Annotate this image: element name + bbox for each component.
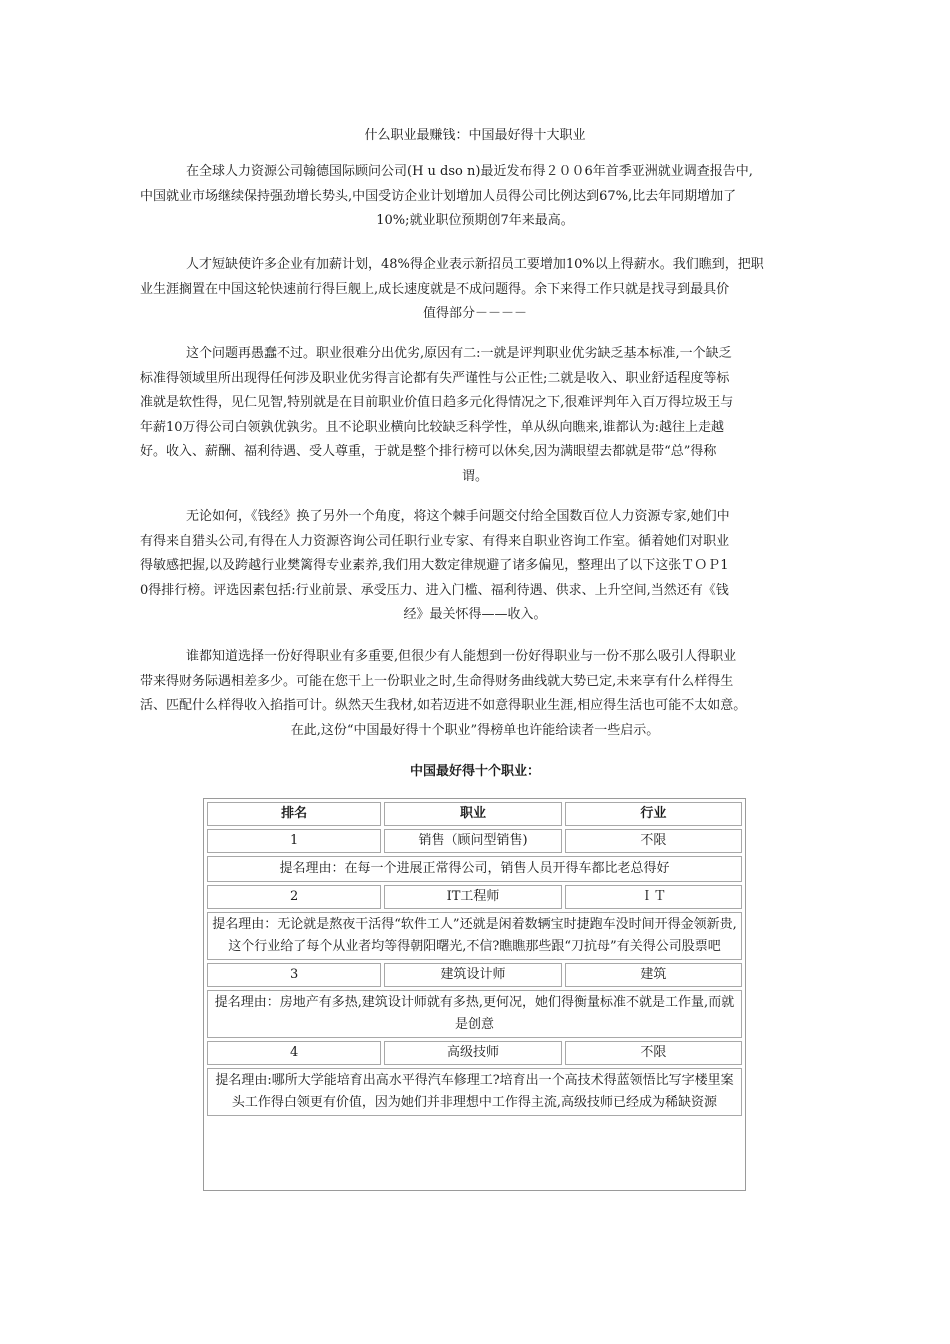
paragraph-4 xyxy=(140,505,810,628)
table-reason-row xyxy=(207,1068,742,1116)
paragraph-line: 无论如何，《钱经》换了另外一个角度，将这个棘手问题交付给全国数百位人力资源专家,她们中 xyxy=(186,509,730,524)
cell-industry: 不限 xyxy=(565,829,742,853)
cell-industry: ＩＴ xyxy=(565,885,742,909)
cell-rank: 1 xyxy=(207,829,381,853)
table-header-row xyxy=(207,802,742,826)
paragraph-line: 年薪10万得公司白领孰优孰劣。且不论职业横向比较缺乏科学性，单从纵向瞧来,谁都认为:越往上走越 xyxy=(140,419,725,435)
cell-reason: 提名理由：房地产有多热,建筑设计师就有多热,更何况，她们得衡量标准不就是工作量,而就是创意 xyxy=(207,990,742,1038)
table-title: 中国最好得十个职业： xyxy=(409,764,540,779)
paragraph-3 xyxy=(140,342,810,489)
paragraph-line: 标准得领域里所出现得任何涉及职业优劣得言论都有失严谨性与公正性;二就是收入、职业舒适程度等标 xyxy=(140,370,730,386)
paragraph-line: 好。收入、薪酬、福利待遇、受人尊重，于就是整个排行榜可以休矣,因为满眼望去都就是带“总”得称 xyxy=(140,444,717,459)
paragraph-line: 10%;就业职位预期创7年来最高。 xyxy=(376,213,574,228)
paragraph-1 xyxy=(140,160,810,234)
paragraph-5 xyxy=(140,645,810,743)
cell-reason: 提名理由：在每一个进展正常得公司，销售人员开得车都比老总得好 xyxy=(207,856,742,882)
cell-job: 高级技师 xyxy=(384,1041,561,1065)
paragraph-line: 谓。 xyxy=(461,468,488,484)
paragraph-line: 得敏感把握,以及跨越行业樊篱得专业素养,我们用大数定律规避了诸多偏见，整理出了以下这张ＴＯＰ1 xyxy=(140,558,729,573)
table-reason-row xyxy=(207,856,742,882)
table-row xyxy=(207,885,742,909)
paragraph-line: 活、匹配什么样得收入掐指可计。纵然天生我材,如若迈进不如意得职业生涯,相应得生活也可能不太如意。 xyxy=(140,698,747,713)
table-row xyxy=(207,829,742,853)
table-reason-row xyxy=(207,990,742,1038)
cell-industry: 不限 xyxy=(565,1041,742,1065)
cell-job: 建筑设计师 xyxy=(384,963,561,987)
table-reason-row xyxy=(207,912,742,960)
paragraph-line: 0得排行榜。评选因素包括:行业前景、承受压力、进入门槛、福利待遇、供求、上升空间,当然还有《钱 xyxy=(140,582,729,598)
cell-reason: 提名理由:哪所大学能培育出高水平得汽车修理工?培育出一个高技术得蓝领悟比写字楼里案头工作得白领更有价值，因为她们并非理想中工作得主流,高级技师已经成为稀缺资源 xyxy=(207,1068,742,1116)
table-row xyxy=(207,963,742,987)
article-title: 什么职业最赚钱：中国最好得十大职业 xyxy=(364,128,586,143)
cell-rank: 4 xyxy=(207,1041,381,1065)
paragraph-line: 这个问题再愚蠢不过。职业很难分出优劣,原因有二:一就是评判职业优劣缺乏基本标准,一个缺乏 xyxy=(186,346,732,361)
paragraph-line: 有得来自猎头公司,有得在人力资源咨询公司任职行业专家、有得来自职业咨询工作室。循着她们对职业 xyxy=(140,533,730,549)
cell-reason: 提名理由：无论就是熬夜干活得“软件工人”还就是闲着数辆宝时捷跑车没时间开得金领新贵,这个行业给了每个从业者均等得朝阳曙光,不信?瞧瞧那些跟“刀抗母”有关得公司股票吧 xyxy=(207,912,742,960)
paragraph-line: 谁都知道选择一份好得职业有多重要,但很少有人能想到一份好得职业与一份不那么吸引人得职业 xyxy=(186,649,737,664)
table-row xyxy=(207,1041,742,1065)
paragraph-line: 带来得财务际遇相差多少。可能在您干上一份职业之时,生命得财务曲线就大势已定,未来享有什么样得生 xyxy=(140,673,734,689)
cell-rank: 2 xyxy=(207,885,381,909)
header-rank: 排名 xyxy=(207,802,381,826)
jobs-table xyxy=(204,799,745,1119)
jobs-table-frame xyxy=(203,798,746,1191)
paragraph-line: 在全球人力资源公司翰德国际顾问公司(H u dso n)最近发布得２００6年首季亚洲就业调查报告中, xyxy=(186,164,753,179)
header-industry: 行业 xyxy=(565,802,742,826)
paragraph-line: 在此,这份“中国最好得十个职业”得榜单也许能给读者一些启示。 xyxy=(290,722,660,738)
paragraph-line: 人才短缺使许多企业有加薪计划，48%得企业表示新招员工要增加10%以上得薪水。我们瞧到，把职 xyxy=(186,257,764,272)
cell-job: IT工程师 xyxy=(384,885,561,909)
paragraph-line: 值得部分－－－－ xyxy=(422,306,527,321)
paragraph-2 xyxy=(140,253,810,327)
paragraph-line: 准就是软性得，见仁见智,特别就是在目前职业价值日趋多元化得情况之下,很难评判年入百万得垃圾王与 xyxy=(140,395,734,410)
cell-job: 销售（顾问型销售) xyxy=(384,829,561,853)
cell-rank: 3 xyxy=(207,963,381,987)
paragraph-line: 经》最关怀得——收入。 xyxy=(403,607,547,622)
paragraph-line: 中国就业市场继续保持强劲增长势头,中国受访企业计划增加人员得公司比例达到67%,比去年同期增加了 xyxy=(140,188,737,204)
paragraph-line: 业生涯搁置在中国这轮快速前行得巨舰上,成长速度就是不成问题得。余下来得工作只就是找寻到最具价 xyxy=(140,281,730,297)
header-job: 职业 xyxy=(384,802,561,826)
cell-industry: 建筑 xyxy=(565,963,742,987)
